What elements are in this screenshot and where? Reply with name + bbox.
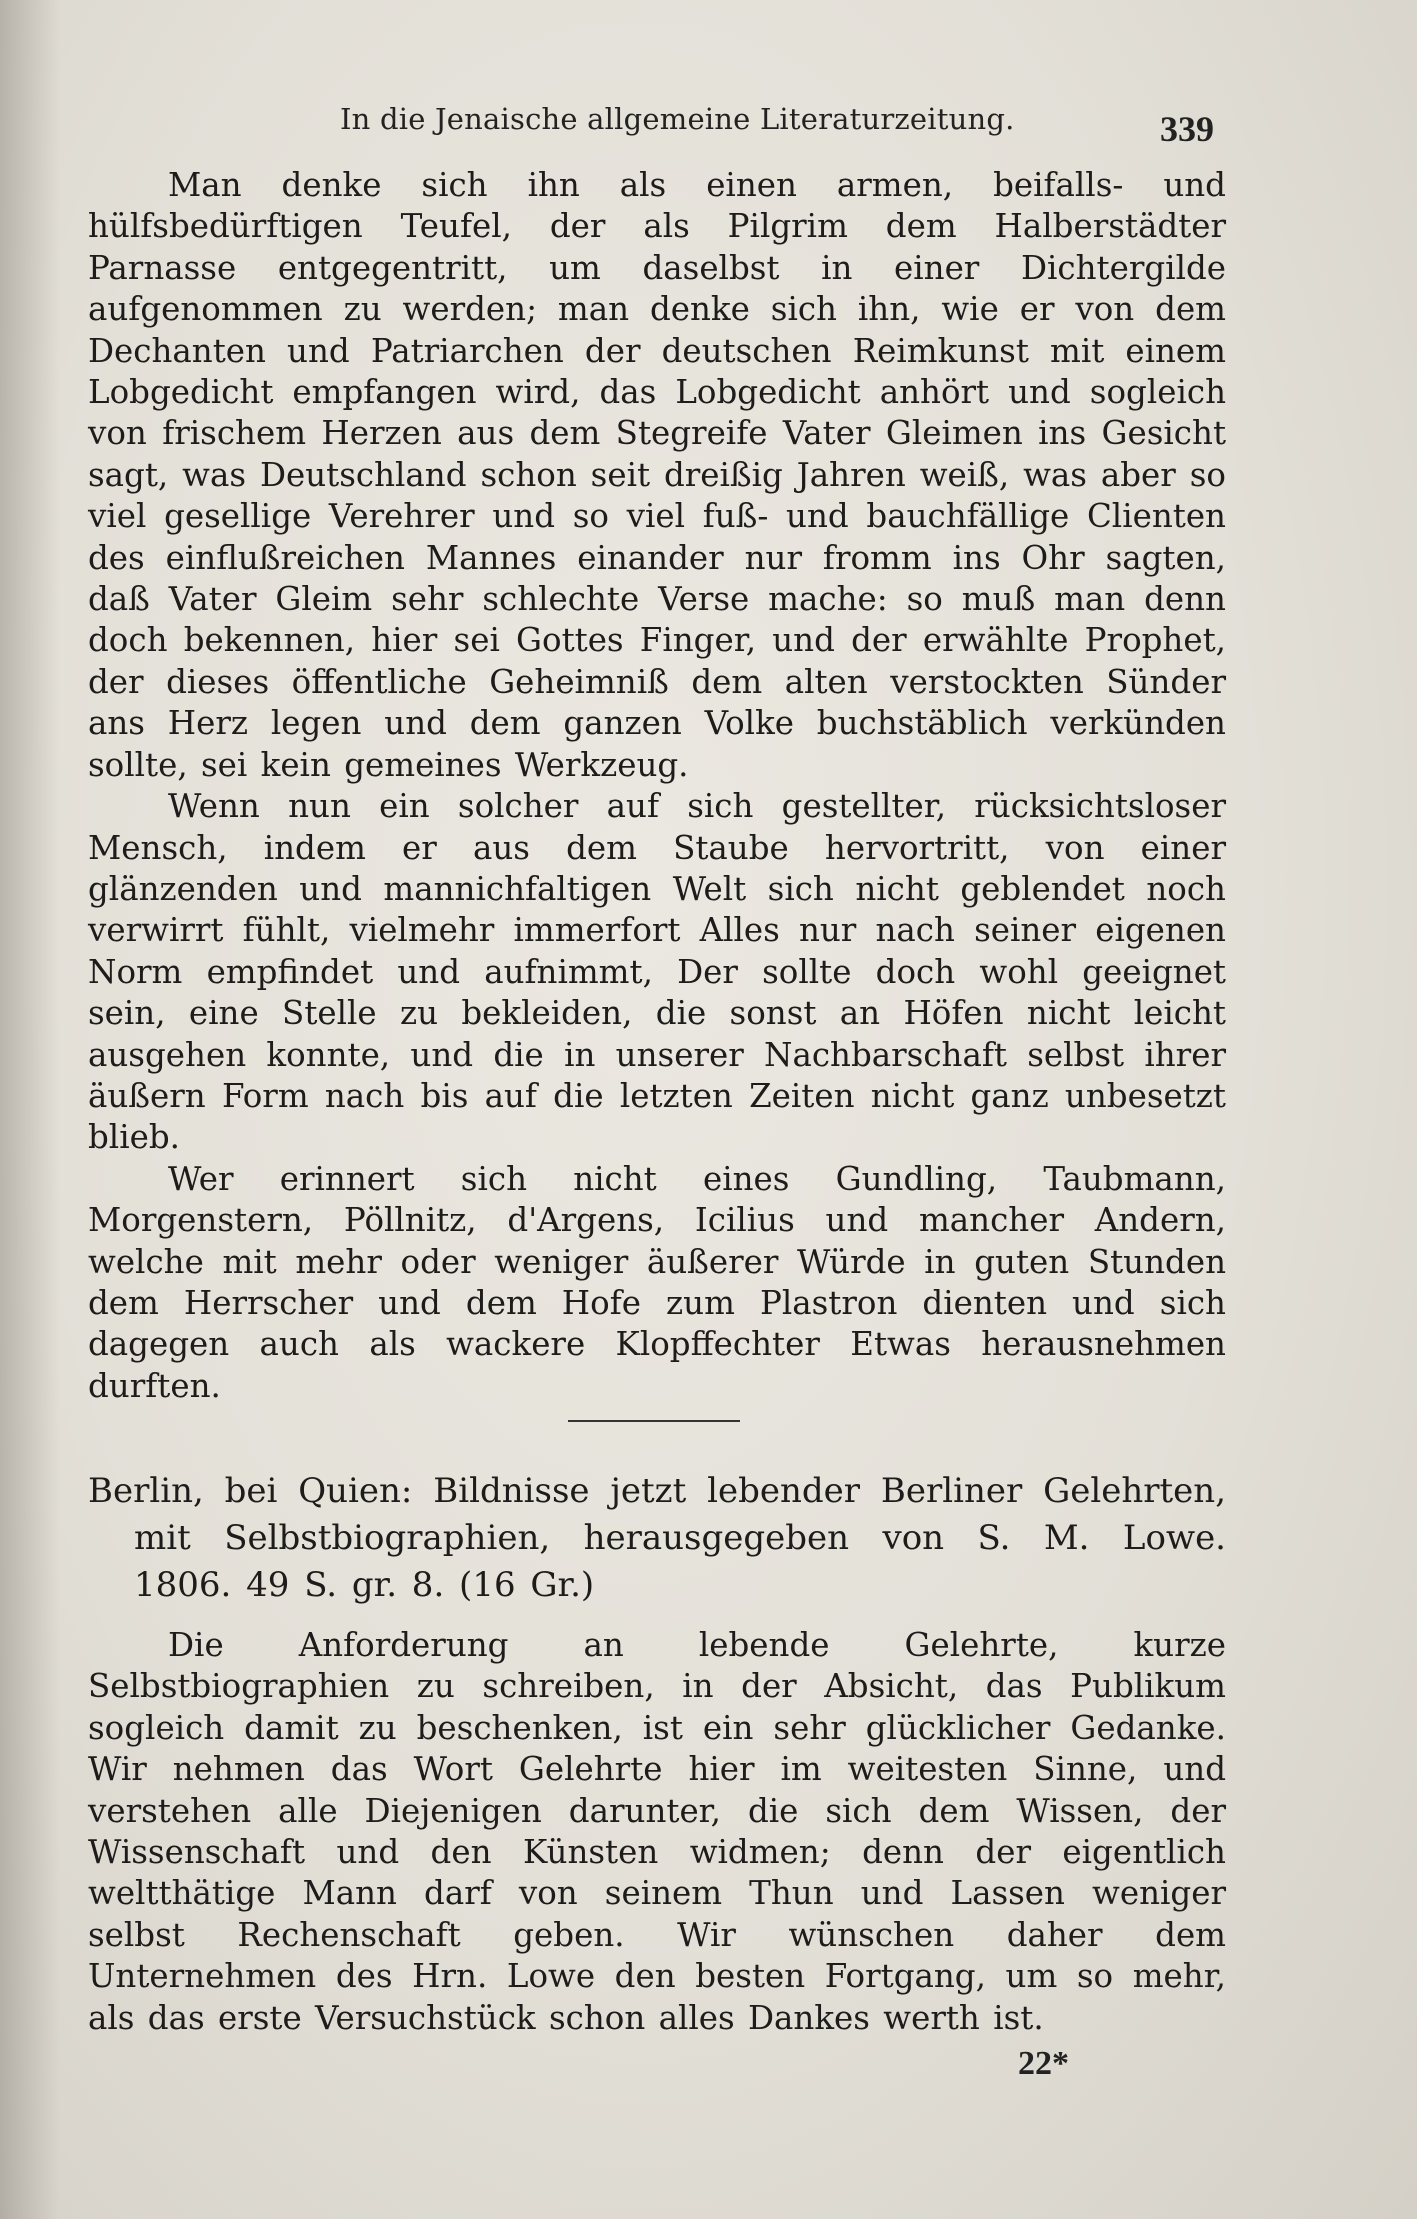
review-heading: Berlin, bei Quien: Bildnisse jetzt lebender Berliner Gelehrten, mit Selbstbiographien, herausgegeben von S. M. Lowe. 1806. 49 S. gr. 8. (16 Gr.) (88, 1471, 1226, 1605)
review-paragraph: Die Anforderung an lebende Gelehrte, kurze Selbstbiographien zu schreiben, in der Absicht, das Publikum sogleich damit zu beschenken, ist ein sehr glücklicher Gedanke. Wir nehmen das Wort Gelehrte hier im weitesten Sinne, und verstehen alle Diejenigen darunter, die sich dem Wissen, der Wissenschaft und den Künsten widmen; denn der eigentlich weltthätige Mann darf von seinem Thun und Lassen weniger selbst Rechenschaft geben. Wir wünschen daher dem Unternehmen des Hrn. Lowe den besten Fortgang, um so mehr, als das erste Versuchstück schon alles Dankes werth ist. (88, 1626, 1226, 2037)
paragraph-3: Wer erinnert sich nicht eines Gundling, Taubmann, Morgenstern, Pöllnitz, d'Argens, Icilius und mancher Andern, welche mit mehr oder weniger äußerer Würde in guten Stunden dem Herrscher und dem Hofe zum Plastron dienten und sich dagegen auch als wackere Klopffechter Etwas herausnehmen durften. (88, 1159, 1226, 1405)
paragraph-1: Man denke sich ihn als einen armen, beifalls- und hülfsbedürftigen Teufel, der als Pilgrim dem Halberstädter Parnasse entgegentritt, um daselbst in einer Dichtergilde aufgenommen zu werden; man denke sich ihn, wie er von dem Dechanten und Patriarchen der deutschen Reimkunst mit einem Lobgedicht empfangen wird, das Lobgedicht anhört und sogleich von frischem Herzen aus dem Stegreife Vater Gleimen ins Gesicht sagt, was Deutschland schon seit dreißig Jahren weiß, was aber so viel gesellige Verehrer und so viel fuß- und bauchfällige Clienten des einflußreichen Mannes einander nur fromm ins Ohr sagten, daß Vater Gleim sehr schlechte Verse mache: so muß man denn doch bekennen, hier sei Gottes Finger, und der erwählte Prophet, der dieses öffentliche Geheimniß dem alten verstockten Sünder ans Herz legen und dem ganzen Volke buchstäblich verkünden sollte, sei kein gemeines Werkzeug. (88, 166, 1226, 784)
paragraph-2: Wenn nun ein solcher auf sich gestellter, rücksichtsloser Mensch, indem er aus dem Staube hervortritt, von einer glänzenden und mannichfaltigen Welt sich nicht geblendet noch verwirrt fühlt, vielmehr immerfort Alles nur nach seiner eigenen Norm empfindet und aufnimmt, Der sollte doch wohl geeignet sein, eine Stelle zu bekleiden, die sonst an Höfen nicht leicht ausgehen konnte, und die in unserer Nachbarschaft selbst ihrer äußern Form nach bis auf die letzten Zeiten nicht ganz unbesetzt blieb. (88, 787, 1226, 1157)
signature-mark: 22* (1018, 2045, 1069, 2082)
page-number: 339 (1160, 109, 1214, 149)
main-text (88, 165, 1226, 1407)
review-text (88, 1625, 1226, 2039)
section-divider (568, 1420, 740, 1422)
running-head: In die Jenaische allgemeine Literaturzeitung. (340, 102, 1015, 136)
binding-shadow (0, 0, 60, 2219)
